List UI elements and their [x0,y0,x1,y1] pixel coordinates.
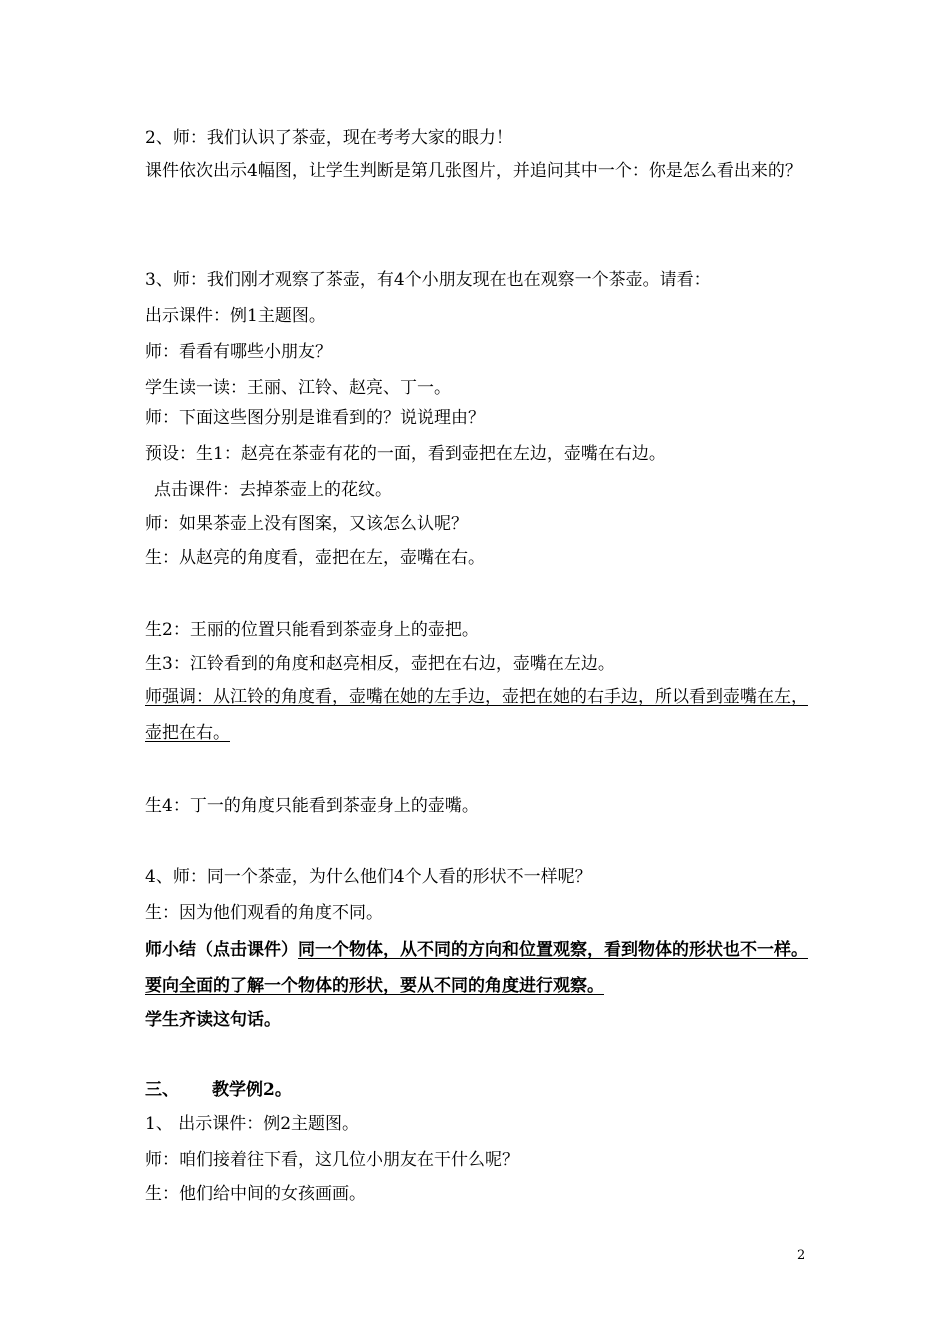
line-student-zhao-view: 生：从赵亮的角度看，壶把在左，壶嘴在右。 [145,548,485,568]
summary-text: 同一个物体，从不同的方向和位置观察，看到物体的形状也不一样。要向全面的了解一个物体的形状，要从不同的角度进行观察。 [145,940,808,996]
line-student-reason: 生：因为他们观看的角度不同。 [145,903,383,923]
line-student-4: 生4：丁一的角度只能看到茶壶身上的壶嘴。 [145,796,479,816]
paragraph-3: 3、师：我们刚才观察了茶壶，有4个小朋友现在也在观察一个茶壶。请看： [145,270,711,290]
line-show-example-1: 出示课件：例1主题图。 [145,306,326,326]
teacher-summary [145,932,810,1004]
line-teacher-next: 师：咱们接着往下看，这几位小朋友在干什么呢？ [145,1150,519,1170]
line-teacher-emphasis: 师强调：从江铃的角度看，壶嘴在她的左手边，壶把在她的右手边，所以看到壶嘴在左，壶把在右。 [145,687,808,743]
line-students-read: 学生读一读：王丽、江铃、赵亮、丁一。 [145,378,451,398]
paragraph-courseware-4-images: 课件依次出示4幅图，让学生判断是第几张图片，并追问其中一个：你是怎么看出来的？ [145,161,802,181]
line-student-drawing: 生：他们给中间的女孩画画。 [145,1184,366,1204]
section-title-example-2: 教学例2。 [212,1080,292,1100]
line-students-read-together: 学生齐读这句话。 [145,1010,281,1030]
line-student-2: 生2：王丽的位置只能看到茶壶身上的壶把。 [145,620,479,640]
line-show-example-2: 1、 出示课件：例2主题图。 [145,1114,360,1134]
summary-label: 师小结（点击课件） [145,940,298,960]
line-student-3: 生3：江铃看到的角度和赵亮相反，壶把在右边，壶嘴在左边。 [145,654,615,674]
line-teacher-question: 师：看看有哪些小朋友？ [145,342,332,362]
line-preset-student-1: 预设：生1：赵亮在茶壶有花的一面，看到壶把在左边，壶嘴在右边。 [145,444,666,464]
line-teacher-who-saw: 师：下面这些图分别是谁看到的？说说理由？ [145,408,485,428]
paragraph-4: 4、师：同一个茶壶，为什么他们4个人看的形状不一样呢？ [145,867,592,887]
line-click-courseware: 点击课件：去掉茶壶上的花纹。 [154,480,392,500]
page-number: 2 [797,1248,806,1263]
section-number-3: 三、 [145,1080,179,1100]
paragraph-2: 2、师：我们认识了茶壶，现在考考大家的眼力！ [145,128,513,148]
line-teacher-no-pattern: 师：如果茶壶上没有图案，又该怎么认呢？ [145,514,468,534]
